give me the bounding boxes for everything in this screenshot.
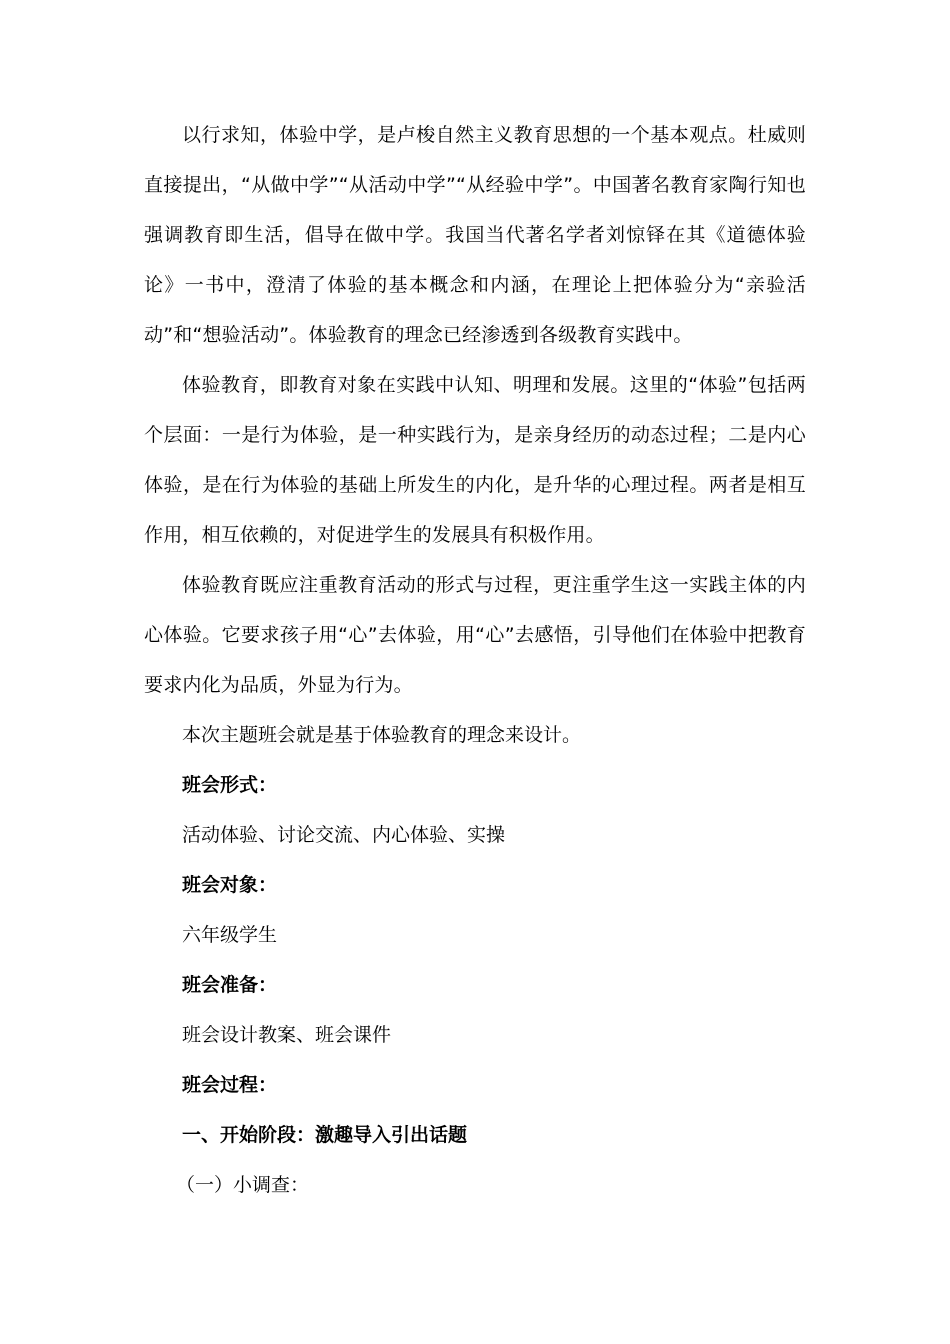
- sub-heading: （一）小调查：: [176, 1174, 310, 1196]
- paragraph-experience-definition: 体验教育，即教育对象在实践中认知、明理和发展。这里的“体验”包括两个层面：一是行为体验，是一种实践行为，是亲身经历的动态过程；二是内心体验，是在行为体验的基础上所发生的内化，是升华的心理过程。两者是相互作用，相互依赖的，对促进学生的发展具有积极作用。: [144, 374, 806, 546]
- target-value: 六年级学生: [182, 924, 278, 946]
- paragraph-experience-focus: 体验教育既应注重教育活动的形式与过程，更注重学生这一实践主体的内心体验。它要求孩子用“心”去体验，用“心”去感悟，引导他们在体验中把教育要求内化为品质，外显为行为。: [144, 574, 806, 696]
- intro-line: 本次主题班会就是基于体验教育的理念来设计。: [182, 724, 582, 746]
- stage-heading: 一、开始阶段：激趣导入引出话题: [182, 1124, 468, 1146]
- form-heading: 班会形式：: [182, 774, 278, 796]
- prep-heading: 班会准备：: [182, 974, 278, 996]
- target-heading: 班会对象：: [182, 874, 278, 896]
- document-body: [144, 110, 806, 1210]
- process-heading: 班会过程：: [182, 1074, 278, 1096]
- prep-value: 班会设计教案、班会课件: [182, 1024, 392, 1046]
- form-value: 活动体验、讨论交流、内心体验、实操: [182, 824, 506, 846]
- paragraph-experience-origins: 以行求知，体验中学，是卢梭自然主义教育思想的一个基本观点。杜威则直接提出，“从做中学”“从活动中学”“从经验中学”。中国著名教育家陶行知也强调教育即生活，倡导在做中学。我国当代著名学者刘惊铎在其《道德体验论》一书中，澄清了体验的基本概念和内涵，在理论上把体验分为“亲验活动”和“想验活动”。体验教育的理念已经渗透到各级教育实践中。: [144, 124, 806, 346]
